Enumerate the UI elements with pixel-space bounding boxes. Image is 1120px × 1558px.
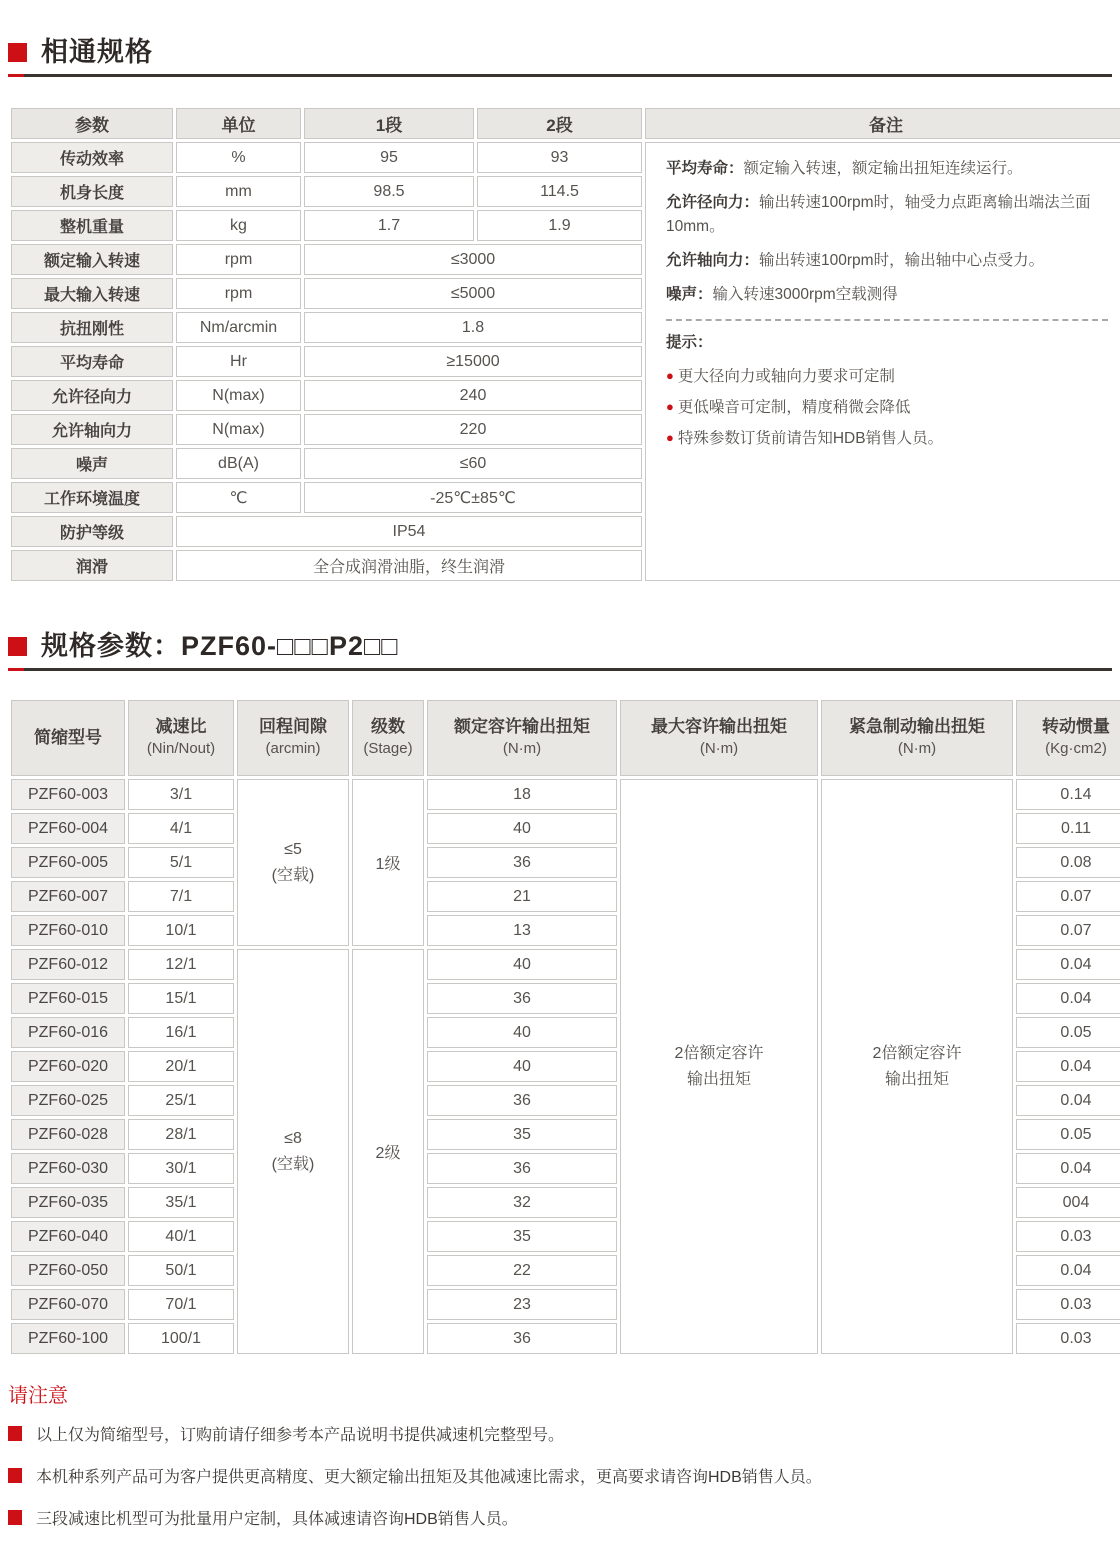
- model-cell: PZF60-005: [11, 847, 125, 878]
- unit-cell: Nm/arcmin: [176, 312, 301, 343]
- unit-cell: N(max): [176, 380, 301, 411]
- value-cell: ≥15000: [304, 346, 642, 377]
- rated-torque-cell: 18: [427, 779, 617, 810]
- red-square-icon: [8, 1468, 22, 1483]
- col-header-unit: (arcmin): [265, 740, 321, 758]
- model-cell: PZF60-007: [11, 881, 125, 912]
- value-cell: 1.8: [304, 312, 642, 343]
- ratio-cell: 15/1: [128, 983, 234, 1014]
- value-stage1-cell: 1.7: [304, 210, 474, 241]
- model-cell: PZF60-100: [11, 1323, 125, 1354]
- col-header-unit: (N·m): [897, 740, 937, 758]
- rated-torque-cell: 40: [427, 1051, 617, 1082]
- red-square-icon: [8, 1426, 22, 1441]
- col-header-unit: (Stage): [363, 740, 413, 758]
- ratio-cell: 20/1: [128, 1051, 234, 1082]
- model-cell: PZF60-012: [11, 949, 125, 980]
- rated-torque-cell: 35: [427, 1221, 617, 1252]
- unit-cell: kg: [176, 210, 301, 241]
- common-spec-table: [8, 105, 1120, 584]
- unit-cell: %: [176, 142, 301, 173]
- col-header: 简缩型号: [11, 700, 125, 776]
- inertia-cell: 0.03: [1016, 1289, 1120, 1320]
- rated-torque-cell: 36: [427, 1085, 617, 1116]
- col-header-unit: (Nin/Nout): [146, 740, 216, 758]
- tip-text: 特殊参数订货前请告知HDB销售人员。: [677, 430, 944, 448]
- stage-cell: 1级: [352, 779, 424, 946]
- model-cell: PZF60-003: [11, 779, 125, 810]
- col-header: 回程间隙 (arcmin): [237, 700, 349, 776]
- inertia-cell: 0.04: [1016, 1153, 1120, 1184]
- red-square-icon: [8, 1510, 22, 1525]
- model-cell: PZF60-016: [11, 1017, 125, 1048]
- ratio-cell: 70/1: [128, 1289, 234, 1320]
- col-header-unit: 单位: [176, 108, 301, 139]
- col-header-stage1: 1段: [304, 108, 474, 139]
- inertia-cell: 0.11: [1016, 813, 1120, 844]
- max-torque-cell: 2倍额定容许 输出扭矩: [620, 779, 818, 1354]
- tips-label: [666, 331, 1108, 355]
- inertia-cell: 0.04: [1016, 1085, 1120, 1116]
- inertia-cell: 0.03: [1016, 1323, 1120, 1354]
- param-cell: 平均寿命: [11, 346, 173, 377]
- notice-text: 本机种系列产品可为客户提供更高精度、更大额定输出扭矩及其他减速比需求，更高要求请咨询HDB销售人员。: [36, 1469, 822, 1486]
- remark-item-label: 允许径向力：: [666, 194, 760, 212]
- rated-torque-cell: 36: [427, 1153, 617, 1184]
- notice-title: 请注意: [8, 1385, 68, 1407]
- red-dot-icon: ●: [666, 368, 674, 384]
- param-cell: 防护等级: [11, 516, 173, 547]
- remark-item-label: 噪声：: [666, 286, 713, 304]
- red-square-icon: [8, 43, 27, 62]
- model-cell: PZF60-050: [11, 1255, 125, 1286]
- inertia-cell: 0.04: [1016, 983, 1120, 1014]
- ratio-cell: 25/1: [128, 1085, 234, 1116]
- col-header: 减速比 (Nin/Nout): [128, 700, 234, 776]
- param-cell: 噪声: [11, 448, 173, 479]
- model-cell: PZF60-035: [11, 1187, 125, 1218]
- inertia-cell: 0.07: [1016, 915, 1120, 946]
- rated-torque-cell: 32: [427, 1187, 617, 1218]
- param-cell: 抗扭刚性: [11, 312, 173, 343]
- remark-item: 允许径向力：输出转速100rpm时，轴受力点距离输出端法兰面10mm。: [666, 194, 1091, 236]
- col-header-remark: 备注: [645, 108, 1120, 139]
- red-dot-icon: ●: [666, 430, 674, 446]
- unit-cell: rpm: [176, 278, 301, 309]
- rated-torque-cell: 40: [427, 1017, 617, 1048]
- value-stage2-cell: 1.9: [477, 210, 642, 241]
- ratio-cell: 4/1: [128, 813, 234, 844]
- unit-cell: rpm: [176, 244, 301, 275]
- model-spec-table: [8, 697, 1120, 1357]
- value-cell: 220: [304, 414, 642, 445]
- remark-content: [666, 157, 1108, 451]
- value-cell: 全合成润滑油脂，终生润滑: [176, 550, 642, 581]
- rated-torque-cell: 22: [427, 1255, 617, 1286]
- unit-cell: Hr: [176, 346, 301, 377]
- value-cell: IP54: [176, 516, 642, 547]
- inertia-cell: 0.08: [1016, 847, 1120, 878]
- value-stage1-cell: 98.5: [304, 176, 474, 207]
- backlash-cell: ≤8 (空载): [237, 949, 349, 1354]
- value-cell: ≤3000: [304, 244, 642, 275]
- param-cell: 允许径向力: [11, 380, 173, 411]
- tip-item: [666, 365, 1108, 389]
- remark-item: 噪声：输入转速3000rpm空载测得: [666, 286, 898, 304]
- value-cell: 240: [304, 380, 642, 411]
- param-cell: 传动效率: [11, 142, 173, 173]
- inertia-cell: 0.05: [1016, 1119, 1120, 1150]
- rated-torque-cell: 21: [427, 881, 617, 912]
- table-header-row: [11, 700, 1120, 776]
- ratio-cell: 28/1: [128, 1119, 234, 1150]
- section1-underline: [8, 74, 1112, 77]
- col-header-unit: (Kg·cm2): [1045, 740, 1107, 758]
- ratio-cell: 30/1: [128, 1153, 234, 1184]
- tips-label-text: 提示：: [666, 334, 713, 352]
- ratio-cell: 5/1: [128, 847, 234, 878]
- red-dot-icon: ●: [666, 399, 674, 415]
- col-header: 额定容许输出扭矩 (N·m): [427, 700, 617, 776]
- col-header-unit: (N·m): [502, 740, 542, 758]
- model-cell: PZF60-015: [11, 983, 125, 1014]
- rated-torque-cell: 35: [427, 1119, 617, 1150]
- param-cell: 工作环境温度: [11, 482, 173, 513]
- col-header: 紧急制动输出扭矩 (N·m): [821, 700, 1013, 776]
- notice-text: 三段减速比机型可为批量用户定制，具体减速请咨询HDB销售人员。: [36, 1511, 518, 1528]
- section2-header: [8, 628, 1112, 671]
- inertia-cell: 0.05: [1016, 1017, 1120, 1048]
- col-header-unit: (N·m): [699, 740, 739, 758]
- inertia-cell: 004: [1016, 1187, 1120, 1218]
- unit-cell: dB(A): [176, 448, 301, 479]
- backlash-cell: ≤5 (空载): [237, 779, 349, 946]
- inertia-cell: 0.14: [1016, 779, 1120, 810]
- remark-cell: [645, 142, 1120, 581]
- col-header-param: 参数: [11, 108, 173, 139]
- ratio-cell: 35/1: [128, 1187, 234, 1218]
- inertia-cell: 0.03: [1016, 1221, 1120, 1252]
- model-cell: PZF60-070: [11, 1289, 125, 1320]
- model-cell: PZF60-020: [11, 1051, 125, 1082]
- rated-torque-cell: 13: [427, 915, 617, 946]
- rated-torque-cell: 40: [427, 949, 617, 980]
- notice-item: [8, 1506, 1112, 1529]
- stage-cell: 2级: [352, 949, 424, 1354]
- rated-torque-cell: 23: [427, 1289, 617, 1320]
- model-cell: PZF60-028: [11, 1119, 125, 1150]
- ratio-cell: 7/1: [128, 881, 234, 912]
- inertia-cell: 0.07: [1016, 881, 1120, 912]
- inertia-cell: 0.04: [1016, 949, 1120, 980]
- model-cell: PZF60-004: [11, 813, 125, 844]
- param-cell: 额定输入转速: [11, 244, 173, 275]
- rated-torque-cell: 36: [427, 983, 617, 1014]
- value-cell: -25℃±85℃: [304, 482, 642, 513]
- ratio-cell: 10/1: [128, 915, 234, 946]
- value-cell: ≤5000: [304, 278, 642, 309]
- param-cell: 润滑: [11, 550, 173, 581]
- ratio-cell: 16/1: [128, 1017, 234, 1048]
- model-cell: PZF60-010: [11, 915, 125, 946]
- param-cell: 整机重量: [11, 210, 173, 241]
- tip-item: [666, 396, 1108, 420]
- rated-torque-cell: 36: [427, 847, 617, 878]
- ratio-cell: 12/1: [128, 949, 234, 980]
- model-cell: PZF60-025: [11, 1085, 125, 1116]
- unit-cell: ℃: [176, 482, 301, 513]
- tip-item: [666, 427, 1108, 451]
- tip-text: 更低噪音可定制，精度稍微会降低: [677, 399, 911, 417]
- value-cell: ≤60: [304, 448, 642, 479]
- ratio-cell: 3/1: [128, 779, 234, 810]
- notice-section: [8, 1379, 1112, 1529]
- remark-item-label: 平均寿命：: [666, 160, 744, 177]
- notice-list: [8, 1422, 1112, 1529]
- table-row: [11, 142, 1120, 173]
- remark-item: 平均寿命：额定输入转速，额定输出扭矩连续运行。: [666, 160, 1023, 177]
- col-header: 转动惯量 (Kg·cm2): [1016, 700, 1120, 776]
- brake-torque-cell: 2倍额定容许 输出扭矩: [821, 779, 1013, 1354]
- param-cell: 允许轴向力: [11, 414, 173, 445]
- value-stage2-cell: 93: [477, 142, 642, 173]
- inertia-cell: 0.04: [1016, 1255, 1120, 1286]
- ratio-cell: 50/1: [128, 1255, 234, 1286]
- col-header-stage2: 2段: [477, 108, 642, 139]
- remark-item: 允许轴向力：输出转速100rpm时，输出轴中心点受力。: [666, 252, 1045, 270]
- section2-title: 规格参数：PZF60-□□□P2□□: [41, 631, 399, 661]
- unit-cell: N(max): [176, 414, 301, 445]
- tip-text: 更大径向力或轴向力要求可定制: [677, 368, 895, 386]
- model-cell: PZF60-030: [11, 1153, 125, 1184]
- inertia-cell: 0.04: [1016, 1051, 1120, 1082]
- param-cell: 最大输入转速: [11, 278, 173, 309]
- ratio-cell: 100/1: [128, 1323, 234, 1354]
- table-header-row: [11, 108, 1120, 139]
- param-cell: 机身长度: [11, 176, 173, 207]
- table-row: [11, 779, 1120, 810]
- notice-item: [8, 1422, 1112, 1445]
- rated-torque-cell: 40: [427, 813, 617, 844]
- col-header: 最大容许输出扭矩 (N·m): [620, 700, 818, 776]
- rated-torque-cell: 36: [427, 1323, 617, 1354]
- model-cell: PZF60-040: [11, 1221, 125, 1252]
- section2-underline: [8, 668, 1112, 671]
- remark-item-label: 允许轴向力：: [666, 252, 760, 270]
- section1-title: 相通规格: [41, 37, 153, 67]
- notice-text: 以上仅为简缩型号，订购前请仔细参考本产品说明书提供减速机完整型号。: [36, 1427, 565, 1444]
- notice-item: [8, 1464, 1112, 1487]
- unit-cell: mm: [176, 176, 301, 207]
- ratio-cell: 40/1: [128, 1221, 234, 1252]
- red-square-icon: [8, 637, 27, 656]
- value-stage1-cell: 95: [304, 142, 474, 173]
- value-stage2-cell: 114.5: [477, 176, 642, 207]
- col-header: 级数 (Stage): [352, 700, 424, 776]
- section1-header: [8, 34, 1112, 77]
- dashed-divider: [666, 319, 1108, 321]
